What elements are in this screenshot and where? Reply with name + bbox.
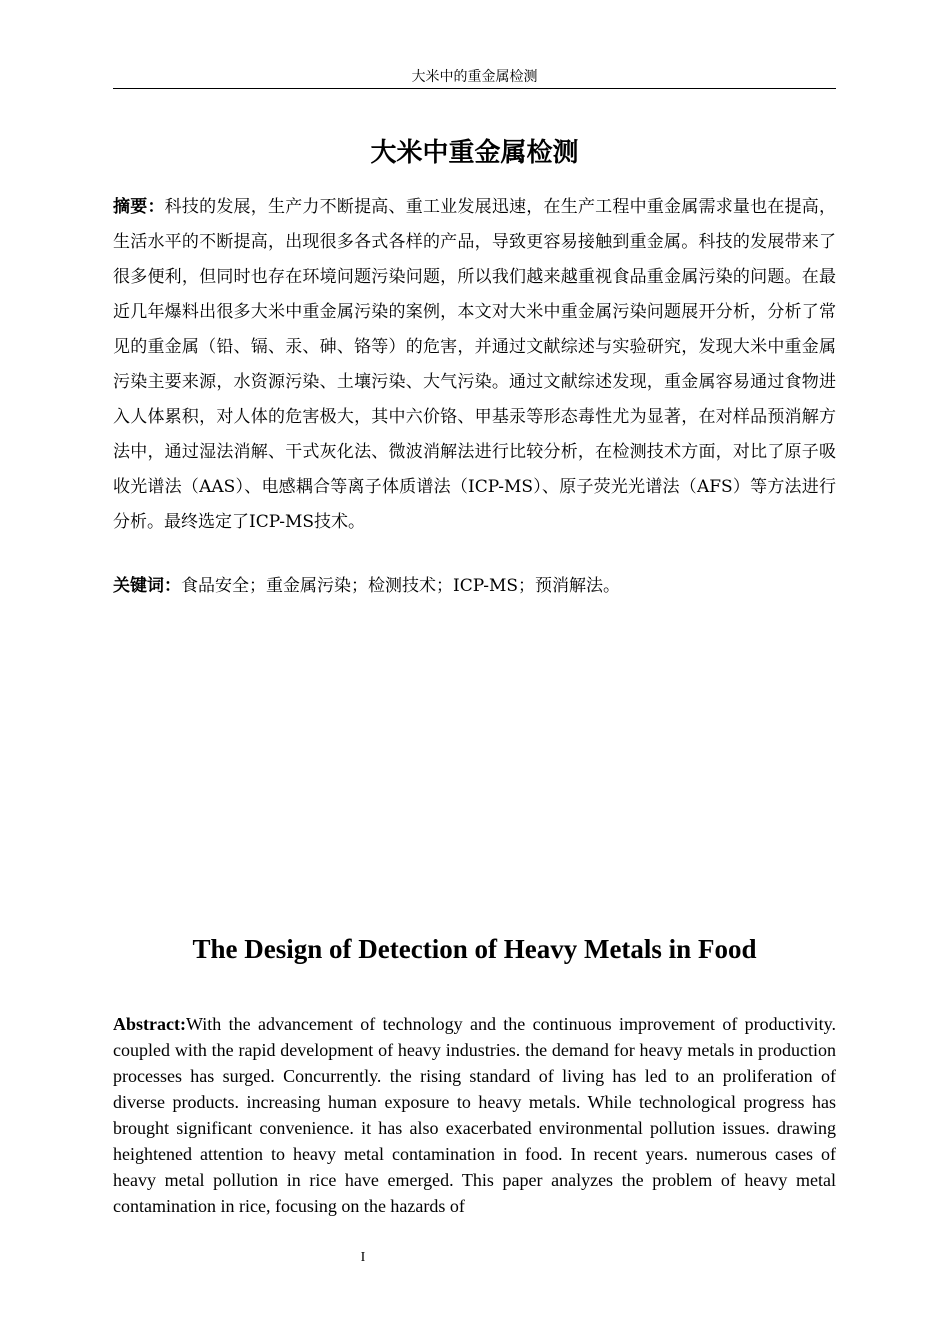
chinese-keywords-label: 关键词： [113, 576, 181, 596]
header-divider [113, 88, 836, 89]
chinese-keywords-text: 食品安全；重金属污染；检测技术；ICP-MS；预消解法。 [181, 576, 621, 596]
english-abstract [113, 1011, 836, 1219]
chinese-title: 大米中重金属检测 [370, 138, 579, 168]
chinese-abstract-label: 摘要： [113, 197, 165, 217]
english-abstract-label: Abstract: [113, 1014, 186, 1034]
english-abstract-text: With the advancement of technology and the continuous improvement of productivity. coupled with the rapid development of heavy industries. the demand for heavy metals in production processes has surged. Concurrently. the rising standard of living has led to an proliferation of diverse products. increasing human exposure to heavy metals. While technological progress has brought significant convenience. it has also exacerbated environmental pollution issues. drawing heightened attention to heavy metal contamination in food. In recent years. numerous cases of heavy metal pollution in rice have emerged. This paper analyzes the problem of heavy metal contamination in rice, focusing on the hazards of [113, 1014, 836, 1216]
page-number: I [360, 1250, 366, 1265]
running-header: 大米中的重金属检测 [411, 69, 538, 85]
english-title: The Design of Detection of Heavy Metals in Food [192, 934, 757, 964]
chinese-abstract-text: 科技的发展，生产力不断提高、重工业发展迅速，在生产工程中重金属需求量也在提高，生活水平的不断提高，出现很多各式各样的产品，导致更容易接触到重金属。科技的发展带来了很多便利，但同时也存在环境问题污染问题，所以我们越来越重视食品重金属污染的问题。在最近几年爆料出很多大米中重金属污染的案例，本文对大米中重金属污染问题展开分析，分析了常见的重金属（铅、镉、汞、砷、铬等）的危害，并通过文献综述与实验研究，发现大米中重金属污染主要来源，水资源污染、土壤污染、大气污染。通过文献综述发现，重金属容易通过食物进入人体累积，对人体的危害极大，其中六价铬、甲基汞等形态毒性尤为显著，在对样品预消解方法中，通过湿法消解、干式灰化法、微波消解法进行比较分析，在检测技术方面，对比了原子吸收光谱法（AAS）、电感耦合等离子体质谱法（ICP-MS）、原子荧光光谱法（AFS）等方法进行分析。最终选定了ICP-MS技术。 [113, 197, 837, 532]
chinese-keywords [113, 570, 836, 602]
chinese-abstract [113, 190, 836, 540]
